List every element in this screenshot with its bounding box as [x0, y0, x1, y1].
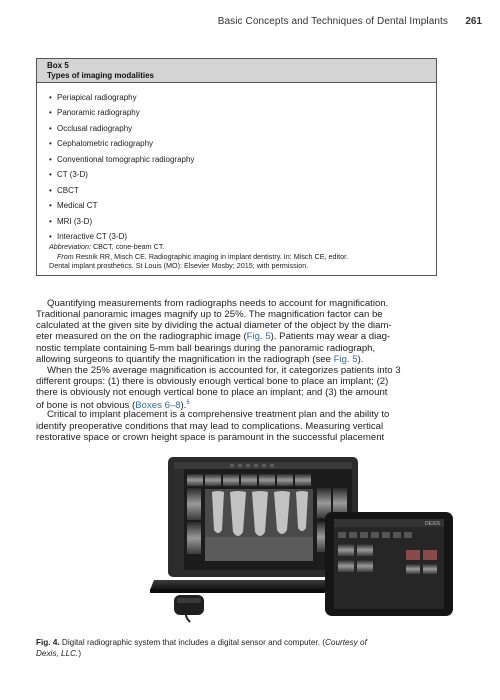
text-span: ). Patients may wear a diag- [270, 331, 391, 343]
running-title: Basic Concepts and Techniques of Dental Implants [217, 16, 448, 27]
source-line-2: Dental implant prosthetics. St Louis (MO): Elsevier Mosby; 2015; with permission. [49, 261, 309, 271]
box-title: Types of imaging modalities [47, 71, 154, 80]
text-span: of bone is not obvious ( [36, 400, 136, 412]
body-text [36, 298, 438, 443]
abbreviation-label: Abbreviation: [49, 242, 91, 251]
figure-caption [36, 637, 438, 659]
text-line [36, 398, 438, 412]
text-line: When the 25% average magnification is accounted for, it categorizes patients into 3 [47, 364, 401, 376]
text-span: ). [357, 353, 364, 365]
text-line: restorative space or crown height space is paramount in the successful placement [36, 431, 385, 443]
list-item: • CBCT [49, 183, 436, 198]
text-span: allowing surgeons to quantify the magnification in the radiograph (see [36, 353, 334, 365]
box-header [37, 59, 436, 83]
list-item: • Conventional tomographic radiography [49, 152, 436, 167]
list-item: • Cephalometric radiography [49, 136, 436, 151]
text-span: ). [180, 400, 187, 412]
list-item: • Interactive CT (3-D) [49, 229, 436, 244]
list-item: • Panoramic radiography [49, 105, 436, 120]
tablet [325, 512, 453, 616]
caption-credit: Dexis, LLC. [36, 649, 79, 658]
software-sidebar [174, 469, 184, 570]
text-line [36, 331, 438, 342]
source-text: Resnik RR, Misch CE. Radiographic imaging in implant dentistry. In: Misch CE, editor. [73, 251, 349, 261]
caption-line [36, 637, 438, 648]
figure-link[interactable]: Fig. 5 [246, 331, 271, 343]
modality-list [37, 83, 436, 244]
boxes-link[interactable]: Boxes 6–8 [135, 400, 181, 412]
page-number: 261 [465, 16, 482, 27]
abbreviation-text: CBCT, cone-beam CT. [90, 242, 165, 251]
list-item: • Occlusal radiography [49, 121, 436, 136]
imaging-modalities-box [36, 58, 437, 276]
text-line [36, 354, 438, 365]
list-item: • CT (3-D) [49, 167, 436, 182]
digital-sensor [174, 595, 204, 622]
list-item: • Periapical radiography [49, 90, 436, 105]
running-header [0, 16, 500, 30]
box-footnote [49, 242, 429, 271]
text-line: Critical to implant placement is a comprehensive treatment plan and the ability to [47, 409, 390, 421]
text-span: eter measured on the on the radiographic image ( [36, 331, 247, 343]
text-line: identify preoperative conditions that may lead to complications. Measuring vertical [36, 420, 384, 432]
text-line: there is obviously not enough vertical bone to place an implant; and (3) the amount [36, 387, 388, 399]
list-item: • Medical CT [49, 198, 436, 213]
tablet-icons [338, 532, 412, 538]
caption-end: ) [78, 649, 82, 658]
list-item: • MRI (3-D) [49, 214, 436, 229]
source-line [49, 252, 429, 262]
abbreviation-line [49, 242, 429, 252]
text-line: nostic template containing 5-mm ball bearings during the panoramic radiograph, [36, 342, 376, 354]
text-line: different groups: (1) there is obviously enough vertical bone to place an implant; (2) [36, 375, 389, 387]
text-line: Quantifying measurements from radiographs needs to account for magnification. [47, 298, 389, 309]
dental-system-illustration [150, 452, 476, 627]
caption-line [36, 648, 438, 659]
caption-credit: Courtesy of [324, 638, 367, 647]
tablet-logo: DEXIS [425, 521, 441, 527]
caption-label: Fig. 4. [36, 638, 60, 647]
source-label: From [57, 251, 74, 261]
text-line: Traditional panoramic images magnify up to 25%. The magnification factor can be [36, 309, 383, 321]
figure-dental-system [150, 452, 476, 627]
reference-superscript[interactable]: 6 [186, 400, 190, 407]
caption-text: Digital radiographic system that includes a digital sensor and computer. ( [59, 638, 325, 647]
text-line: calculated at the given site by dividing the actual diameter of the object by the diam- [36, 320, 392, 332]
box-label: Box 5 [47, 61, 69, 70]
figure-link[interactable]: Fig. 5 [333, 353, 358, 365]
